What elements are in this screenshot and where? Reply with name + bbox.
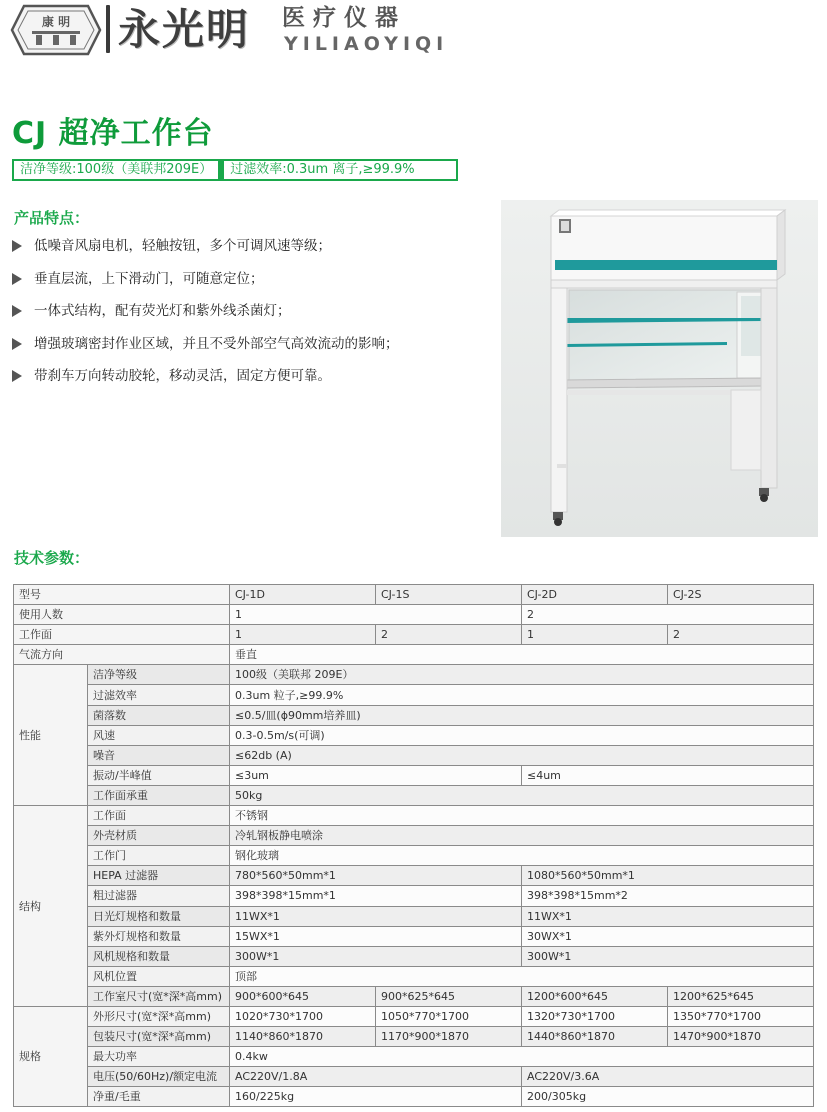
cell: 冷轧钢板静电喷涂 bbox=[230, 826, 814, 846]
table-row bbox=[14, 1047, 814, 1067]
cell: ≤62db (A) bbox=[230, 745, 814, 765]
cell: 2 bbox=[668, 625, 814, 645]
product-tagline bbox=[12, 159, 458, 181]
feature-item bbox=[10, 332, 399, 365]
row-label: 气流方向 bbox=[14, 645, 230, 665]
row-label: 净重/毛重 bbox=[88, 1087, 230, 1107]
row-label: 工作面 bbox=[88, 806, 230, 826]
cell: 780*560*50mm*1 bbox=[230, 866, 522, 886]
row-label: 工作门 bbox=[88, 846, 230, 866]
table-row bbox=[14, 705, 814, 725]
cell: AC220V/3.6A bbox=[522, 1067, 814, 1087]
cell: 1140*860*1870 bbox=[230, 1027, 376, 1047]
brand-name: 永光明 bbox=[118, 5, 251, 54]
row-label: 日光灯规格和数量 bbox=[88, 906, 230, 926]
row-label: 洁净等级 bbox=[88, 665, 230, 685]
table-row bbox=[14, 585, 814, 605]
brand-divider bbox=[106, 5, 110, 53]
row-label: 最大功率 bbox=[88, 1047, 230, 1067]
cell: 100级（美联邦 209E） bbox=[230, 665, 814, 685]
row-label: 外壳材质 bbox=[88, 826, 230, 846]
row-label: HEPA 过滤器 bbox=[88, 866, 230, 886]
table-row bbox=[14, 886, 814, 906]
table-row bbox=[14, 1067, 814, 1087]
cell: 1470*900*1870 bbox=[668, 1027, 814, 1047]
row-label: 紫外灯规格和数量 bbox=[88, 926, 230, 946]
company-logo-icon bbox=[10, 4, 102, 56]
table-row bbox=[14, 1027, 814, 1047]
feature-item bbox=[10, 364, 399, 397]
cell: 1020*730*1700 bbox=[230, 1006, 376, 1026]
feature-item bbox=[10, 267, 399, 300]
group-label: 结构 bbox=[14, 806, 88, 1007]
tagline-filter-efficiency: 过滤效率:0.3um 离子,≥99.9% bbox=[230, 162, 415, 177]
bullet-arrow-icon bbox=[12, 273, 22, 285]
table-row bbox=[14, 1087, 814, 1107]
row-label: 振动/半峰值 bbox=[88, 765, 230, 785]
cell: 0.4kw bbox=[230, 1047, 814, 1067]
tagline-clean-grade: 洁净等级:100级（美联邦209E） bbox=[20, 162, 213, 177]
cell: CJ-2D bbox=[522, 585, 668, 605]
table-row bbox=[14, 826, 814, 846]
cell: 顶部 bbox=[230, 966, 814, 986]
brand-subtitle-en: YILIAOYIQI bbox=[284, 33, 449, 55]
brand-header bbox=[0, 0, 827, 64]
table-row bbox=[14, 765, 814, 785]
cell: 1350*770*1700 bbox=[668, 1006, 814, 1026]
row-label: 噪音 bbox=[88, 745, 230, 765]
row-label: 外形尺寸(宽*深*高mm) bbox=[88, 1006, 230, 1026]
cell: 300W*1 bbox=[230, 946, 522, 966]
row-label: 型号 bbox=[14, 585, 230, 605]
cell: 30WX*1 bbox=[522, 926, 814, 946]
table-row bbox=[14, 725, 814, 745]
cell: 50kg bbox=[230, 785, 814, 805]
cell: 2 bbox=[522, 605, 814, 625]
cell: 1200*600*645 bbox=[522, 986, 668, 1006]
cell: 11WX*1 bbox=[522, 906, 814, 926]
table-row bbox=[14, 625, 814, 645]
clean-bench-illustration bbox=[501, 200, 818, 537]
row-label: 风速 bbox=[88, 725, 230, 745]
brand-subtitle-cn: 医疗仪器 bbox=[282, 5, 406, 31]
cell: 1440*860*1870 bbox=[522, 1027, 668, 1047]
feature-text: 带刹车万向转动胶轮，移动灵活，固定方便可靠。 bbox=[34, 368, 331, 384]
row-label: 电压(50/60Hz)/额定电流 bbox=[88, 1067, 230, 1087]
cell: 1320*730*1700 bbox=[522, 1006, 668, 1026]
feature-text: 低噪音风扇电机，轻触按钮，多个可调风速等级； bbox=[34, 238, 331, 254]
cell: AC220V/1.8A bbox=[230, 1067, 522, 1087]
feature-text: 垂直层流，上下滑动门，可随意定位； bbox=[34, 270, 264, 287]
table-row bbox=[14, 966, 814, 986]
cell: 398*398*15mm*2 bbox=[522, 886, 814, 906]
table-row bbox=[14, 926, 814, 946]
cell: 1 bbox=[230, 625, 376, 645]
cell: 11WX*1 bbox=[230, 906, 522, 926]
cell: 不锈钢 bbox=[230, 806, 814, 826]
cell: 1 bbox=[230, 605, 522, 625]
cell: 900*600*645 bbox=[230, 986, 376, 1006]
cell: ≤4um bbox=[522, 765, 814, 785]
svg-text:康 明: 康 明 bbox=[41, 15, 71, 29]
group-label: 性能 bbox=[14, 665, 88, 806]
cell: ≤3um bbox=[230, 765, 522, 785]
bullet-arrow-icon bbox=[12, 370, 22, 382]
table-row bbox=[14, 1006, 814, 1026]
cell: 160/225kg bbox=[230, 1087, 522, 1107]
cell: 1170*900*1870 bbox=[376, 1027, 522, 1047]
cell: 2 bbox=[376, 625, 522, 645]
cell: ≤0.5/皿(ϕ90mm培养皿) bbox=[230, 705, 814, 725]
cell: 398*398*15mm*1 bbox=[230, 886, 522, 906]
cell: 15WX*1 bbox=[230, 926, 522, 946]
table-row bbox=[14, 846, 814, 866]
specs-heading: 技术参数： bbox=[14, 549, 90, 567]
cell: 1080*560*50mm*1 bbox=[522, 866, 814, 886]
cell: 0.3-0.5m/s(可调) bbox=[230, 725, 814, 745]
feature-item bbox=[10, 299, 399, 332]
features-list bbox=[10, 234, 399, 397]
table-row bbox=[14, 665, 814, 685]
spec-table bbox=[13, 584, 814, 1107]
row-label: 粗过滤器 bbox=[88, 886, 230, 906]
table-row bbox=[14, 685, 814, 705]
product-title: CJ 超净工作台 bbox=[12, 116, 214, 151]
feature-item bbox=[10, 234, 399, 267]
cell: CJ-1D bbox=[230, 585, 376, 605]
group-label: 规格 bbox=[14, 1006, 88, 1106]
feature-text: 增强玻璃密封作业区域，并且不受外部空气高效流动的影响； bbox=[34, 335, 399, 352]
table-row bbox=[14, 906, 814, 926]
table-row bbox=[14, 785, 814, 805]
cell: 钢化玻璃 bbox=[230, 846, 814, 866]
row-label: 工作面 bbox=[14, 625, 230, 645]
table-row bbox=[14, 866, 814, 886]
cell: 1 bbox=[522, 625, 668, 645]
row-label: 使用人数 bbox=[14, 605, 230, 625]
cell: 200/305kg bbox=[522, 1087, 814, 1107]
cell: 0.3um 粒子,≥99.9% bbox=[230, 685, 814, 705]
row-label: 菌落数 bbox=[88, 705, 230, 725]
cell: 1050*770*1700 bbox=[376, 1006, 522, 1026]
table-row bbox=[14, 946, 814, 966]
features-heading: 产品特点： bbox=[14, 209, 90, 227]
bullet-arrow-icon bbox=[12, 305, 22, 317]
row-label: 风机位置 bbox=[88, 966, 230, 986]
table-row bbox=[14, 986, 814, 1006]
feature-text: 一体式结构，配有荧光灯和紫外线杀菌灯； bbox=[34, 303, 291, 319]
bullet-arrow-icon bbox=[12, 338, 22, 350]
table-row bbox=[14, 745, 814, 765]
table-row bbox=[14, 605, 814, 625]
cell: 垂直 bbox=[230, 645, 814, 665]
cell: 300W*1 bbox=[522, 946, 814, 966]
cell: CJ-1S bbox=[376, 585, 522, 605]
row-label: 工作室尺寸(宽*深*高mm) bbox=[88, 986, 230, 1006]
row-label: 过滤效率 bbox=[88, 685, 230, 705]
cell: 900*625*645 bbox=[376, 986, 522, 1006]
row-label: 工作面承重 bbox=[88, 785, 230, 805]
product-photo bbox=[501, 200, 818, 537]
row-label: 包装尺寸(宽*深*高mm) bbox=[88, 1027, 230, 1047]
table-row bbox=[14, 645, 814, 665]
cell: 1200*625*645 bbox=[668, 986, 814, 1006]
cell: CJ-2S bbox=[668, 585, 814, 605]
table-row bbox=[14, 806, 814, 826]
bullet-arrow-icon bbox=[12, 240, 22, 252]
row-label: 风机规格和数量 bbox=[88, 946, 230, 966]
